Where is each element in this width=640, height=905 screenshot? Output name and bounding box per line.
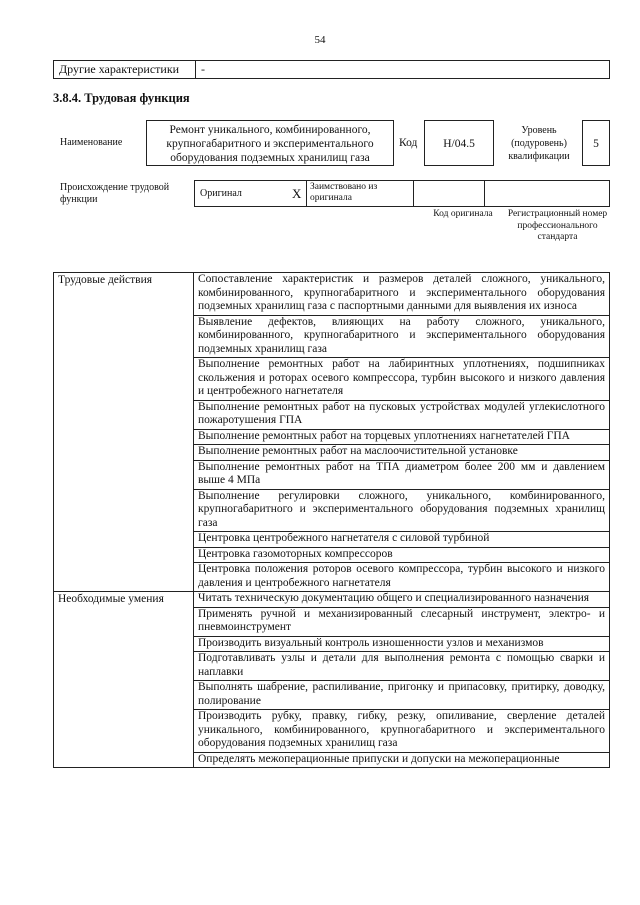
level-label: Уровень (подуровень) квалификации bbox=[508, 125, 570, 162]
labor-action-item: Выполнение регулировки сложного, уникального, комбинированного, крупногабаритного и экспериментального оборудования подземных хранилищ газа bbox=[194, 489, 610, 532]
origin-table bbox=[194, 180, 610, 207]
skill-item: Выполнять шабрение, распиливание, пригонку и припасовку, притирку, доводку, полирование bbox=[194, 681, 610, 710]
section-title: 3.8.4. Трудовая функция bbox=[53, 91, 190, 105]
origin-code-caption: Код оригинала bbox=[433, 209, 493, 219]
labor-action-item: Выполнение ремонтных работ на пусковых устройствах модулей углекислотного пожаротушения ГПА bbox=[194, 400, 610, 429]
original-mark: X bbox=[291, 181, 307, 207]
skill-item: Определять межоперационные припуски и допуски на межоперационные bbox=[194, 752, 610, 768]
name-value: Ремонт уникального, комбинированного, крупногабаритного и экспериментального оборудования подземных хранилищ газа bbox=[166, 124, 374, 164]
name-box bbox=[146, 120, 394, 166]
labor-action-item: Выполнение ремонтных работ на ТПА диаметром более 200 мм и давлением выше 4 МПа bbox=[194, 460, 610, 489]
skill-item: Подготавливать узлы и детали для выполнения ремонта с помощью сварки и наплавки bbox=[194, 652, 610, 681]
other-characteristics-table bbox=[53, 60, 610, 79]
level-value: 5 bbox=[593, 138, 599, 150]
skill-item: Производить рубку, правку, гибку, резку, опиливание, сверление деталей уникального, комбинированного, крупногабаритного и экспериментального оборудования подземных хранилищ газа bbox=[194, 710, 610, 753]
labor-action-item: Сопоставление характеристик и размеров деталей сложного, уникального, комбинированного, крупногабаритного и экспериментального оборудования подземных хранилищ газа с паспортными данными для выявления их износа bbox=[194, 273, 610, 316]
labor-action-item: Центровка центробежного нагнетателя с силовой турбиной bbox=[194, 532, 610, 548]
labor-action-item: Выполнение ремонтных работ на маслоочистительной установке bbox=[194, 445, 610, 461]
original-label: Оригинал bbox=[195, 181, 292, 207]
labor-action-item: Центровка положения роторов осевого компрессора, турбин высокого и низкого давления и центробежного нагнетателя bbox=[194, 563, 610, 592]
level-box bbox=[582, 120, 610, 166]
skills-group bbox=[54, 592, 610, 768]
skill-item: Производить визуальный контроль изношенности узлов и механизмов bbox=[194, 636, 610, 652]
labor-function-table bbox=[53, 272, 610, 768]
skills-label: Необходимые умения bbox=[54, 592, 194, 768]
reg-number-cell bbox=[485, 181, 610, 207]
origin-code-cell bbox=[414, 181, 485, 207]
labor-action-item: Центровка газомоторных компрессоров bbox=[194, 547, 610, 563]
table-row bbox=[54, 273, 610, 316]
labor-actions-group bbox=[54, 273, 610, 592]
code-value: Н/04.5 bbox=[443, 138, 475, 150]
skill-item: Применять ручной и механизированный слесарный инструмент, электро- и пневмоинструмент bbox=[194, 607, 610, 636]
other-characteristics-value: - bbox=[196, 61, 610, 79]
table-row bbox=[54, 592, 610, 608]
name-label: Наименование bbox=[60, 137, 123, 148]
labor-action-item: Выполнение ремонтных работ на торцевых уплотнениях нагнетателей ГПА bbox=[194, 429, 610, 445]
skill-item: Читать техническую документацию общего и специализированного назначения bbox=[194, 592, 610, 608]
reg-number-caption: Регистрационный номер профессионального стандарта bbox=[507, 209, 608, 242]
other-characteristics-label: Другие характеристики bbox=[54, 61, 196, 79]
labor-actions-label: Трудовые действия bbox=[54, 273, 194, 592]
page-number: 54 bbox=[314, 34, 326, 46]
code-box bbox=[424, 120, 494, 166]
origin-label: Происхождение трудовой функции bbox=[60, 182, 170, 205]
borrowed-label: Заимствовано из оригинала bbox=[307, 181, 414, 207]
labor-action-item: Выявление дефектов, влияющих на работу сложного, уникального, комбинированного, крупногабаритного и экспериментального оборудования подземных хранилищ газа bbox=[194, 315, 610, 358]
labor-action-item: Выполнение ремонтных работ на лабиринтных уплотнениях, подшипниках скольжения и роторах осевого компрессора, турбин высокого и низкого давления и центробежного нагнетателя bbox=[194, 358, 610, 401]
code-label: Код bbox=[399, 137, 418, 149]
